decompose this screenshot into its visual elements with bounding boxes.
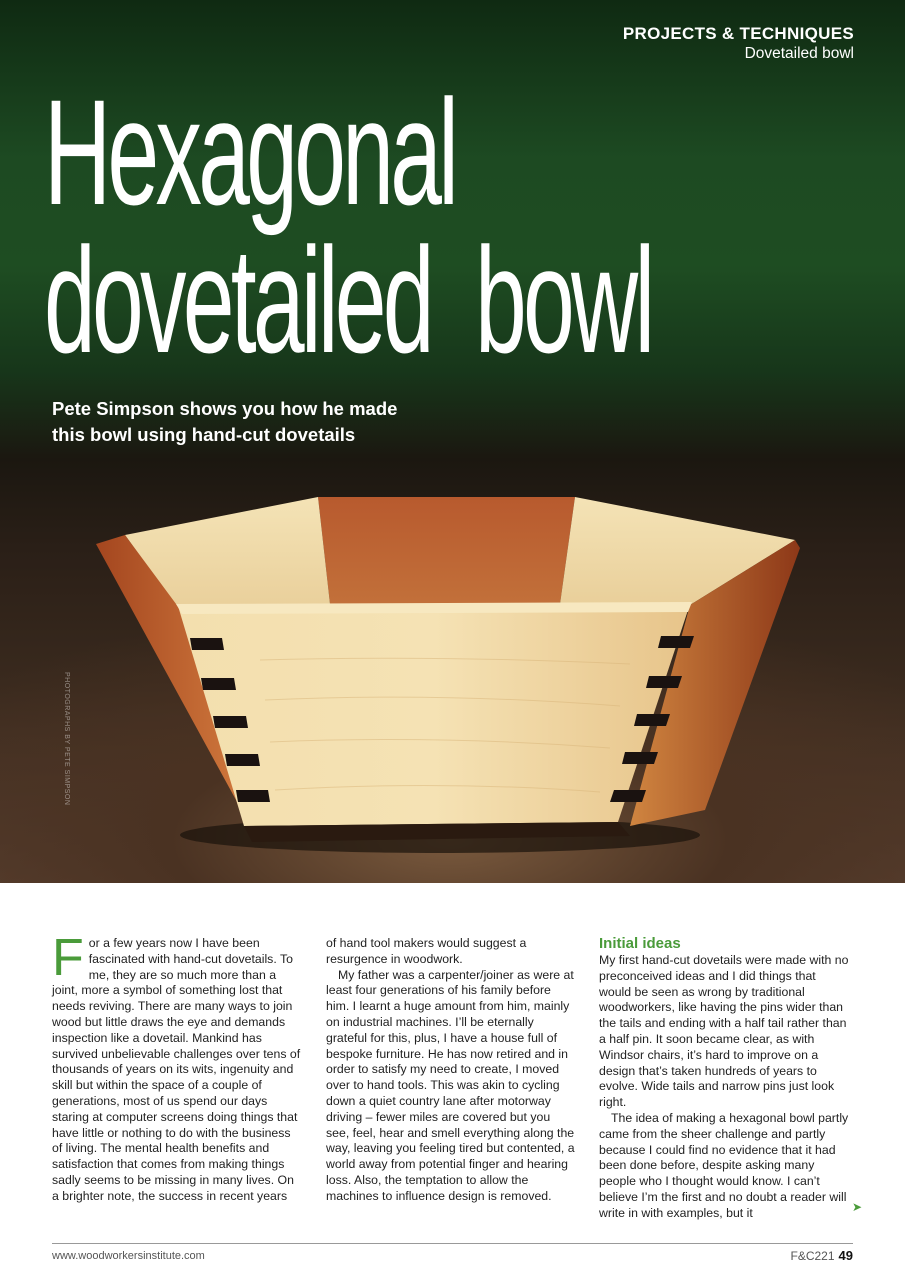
paragraph: My first hand-cut dovetails were made with no preconceived ideas and I did things that would be seen as wrong by traditional woodworkers, like having the pins wider than the tails and ending with a half tail rather than a half pin. It soon became clear, as with Windsor chairs, it’s hard to improve on a design that’s taken hundreds of years to evolve. Wide tails and narrow pins just look right.	[599, 953, 849, 1110]
body-column-2	[326, 936, 576, 1205]
photo-credit: PHOTOGRAPHS BY PETE SIMPSON	[63, 672, 70, 806]
intro-paragraph	[52, 929, 302, 1205]
drop-cap: F	[52, 929, 84, 987]
section-tag	[623, 24, 854, 63]
paragraph: of hand tool makers would suggest a resurgence in woodwork.	[326, 936, 527, 966]
article-title	[44, 68, 652, 384]
body-column-1	[52, 929, 302, 1205]
page-number: 49	[838, 1248, 853, 1263]
intro-text: or a few years now I have been fascinated with hand-cut dovetails. To me, they are so much more than a joint, more a symbol of something lost that needs reviving. There are many ways to join wood but little draws the eye and demands inspection like a dovetail. Mankind has survived unbelievable challenges over tens of thousands of years on its wits, ingenuity and skill but within the space of a couple of generations, most of us spend our days staring at computer screens doing things that have little or nothing to do with the business of living. The mental health benefits and satisfaction that comes from making things sadly seems to be missing in many lives. On a brighter note, the success in recent years	[52, 936, 301, 1203]
subsection-label: Dovetailed bowl	[744, 45, 854, 62]
issue-number: F&C221	[790, 1249, 835, 1263]
footer-website: www.woodworkersinstitute.com	[52, 1250, 205, 1262]
standfirst-line-2: this bowl using hand-cut dovetails	[52, 424, 356, 445]
footer-folio	[791, 1248, 854, 1263]
section-label: PROJECTS & TECHNIQUES	[622, 24, 854, 43]
footer-rule	[52, 1243, 853, 1244]
continue-arrow-icon: ➤	[852, 1200, 863, 1214]
standfirst-line-1: Pete Simpson shows you how he made	[52, 398, 398, 419]
standfirst	[52, 396, 452, 448]
title-line-1: Hexagonal	[44, 68, 456, 236]
title-line-2: dovetailed bowl	[44, 216, 652, 384]
paragraph: The idea of making a hexagonal bowl partly came from the sheer challenge and partly because I could find no evidence that it had been done before, despite asking many people who I thought would know. I can’t believe I’m the first and no doubt a reader will write in with examples, but it	[599, 1110, 849, 1220]
body-column-3	[599, 936, 849, 1222]
subheading: Initial ideas	[599, 935, 681, 952]
paragraph: My father was a carpenter/joiner as were at least four generations of his family before him. I learnt a huge amount from him, mainly on industrial machines. I’ll be eternally grateful for this, plus, I have a house full of bespoke furniture. He has now retired and in order to satisfy my need to create, I moved over to hand tools. This was akin to cycling down a quiet country lane after motorway driving – fewer miles are covered but you see, feel, hear and smell everything along the way, leaving you feeling tired but contented, a world away from potential finger and hearing loss. Also, the temptation to allow the machines to influence design is removed.	[326, 967, 575, 1203]
